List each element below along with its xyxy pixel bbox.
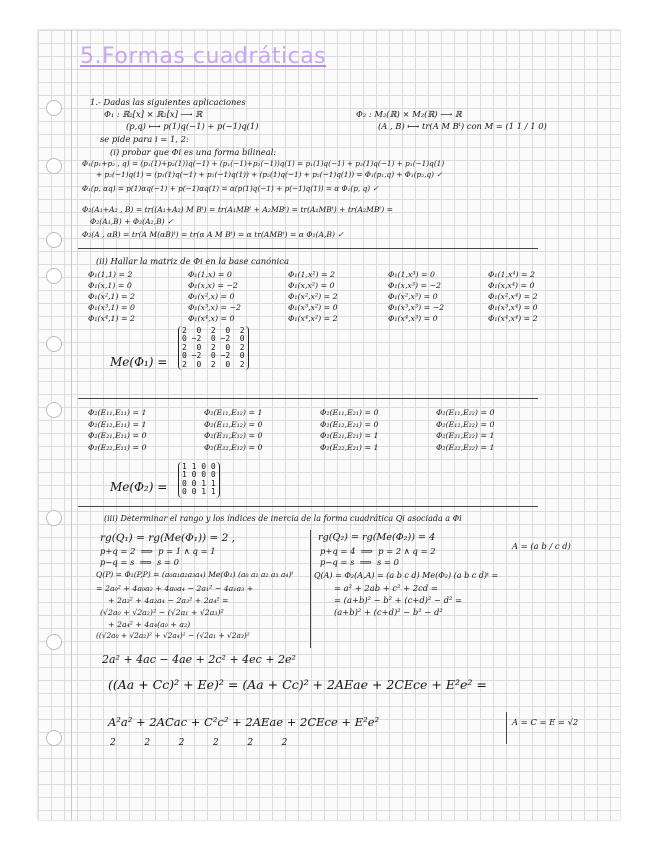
rank-q2: rg(Q₂) = rg(Me(Φ₂)) = 4 [318,532,436,543]
phi-value: Φ₁(x⁴,x³) = 0 [388,314,438,323]
part-iii-left-line: (√2a₀ + √2a₂)² − (√2a₁ + √2a₃)² [100,608,224,617]
page-title: 5.Formas cuadráticas [80,44,327,69]
part-iii-right-line: = (a+b)² − b² + (c+d)² − d² = [334,595,463,605]
divider [78,248,538,249]
part-i-line: Φ₂(A₁,B) + Φ₂(A₂,B) ✓ [90,217,174,226]
phi-value: Φ₂(E₂₁,E₂₁) = 1 [320,431,379,440]
problem-ask: se pide para i = 1, 2: [100,134,189,144]
phi1-mapping: (p,q) ⟼ p(1)q(−1) + p(−1)q(1) [126,121,259,131]
binder-hole [46,232,62,248]
phi-value: Φ₁(1,x³) = 0 [388,270,436,279]
binder-hole [46,100,62,116]
phi-value: Φ₂(E₁₂,E₂₂) = 0 [436,419,495,429]
phi-value: Φ₁(1,x²) = 2 [288,270,336,279]
phi-value: Φ₁(x²,x⁴) = 2 [488,292,538,301]
phi-value: Φ₁(x²,x³) = 0 [388,292,438,301]
problem-intro: 1.- Dadas las siguientes aplicaciones [90,97,246,107]
phi-value: Φ₁(1,x) = 0 [188,270,232,279]
phi-value: Φ₂(E₁₂,E₂₁) = 0 [320,419,379,429]
part-iii-left-line: + 2a₂² + 4a₂a₄ − 2a₃² + 2a₄² = [108,596,229,605]
binder-hole [46,634,62,650]
part-i-line: + p₂(−1)q(1) = (p₁(1)q(−1) + p₁(−1)q(1)) + (p₂(1)q(−1) + p₂(−1)q(1)) = Φ₁(p₁,q) + Φ₁(p₂,q) ✓ [96,170,443,179]
matrix-row: 2 0 2 0 2 [182,326,245,335]
phi-value: Φ₂(E₁₁,E₂₂) = 0 [436,408,495,417]
matrix-a-definition: A = (a b / c d) [512,541,571,551]
part-i-line: Φ₂(A₁+A₂ , B) = tr((A₁+A₂) M Bᵗ) = tr(A₁MBᵗ + A₂MBᵗ) = tr(A₁MBᵗ) + tr(A₂MBᵗ) = [82,205,394,214]
phi-value: Φ₁(x,x) = −2 [188,281,238,290]
matrix-row: 2 0 2 0 2 [182,342,245,352]
phi-value: Φ₁(x,x³) = −2 [388,281,441,290]
phi2-definition: Φ₂ : M₂(ℝ) × M₂(ℝ) ⟶ ℝ [356,109,462,119]
phi-value: Φ₁(x²,1) = 2 [88,292,136,301]
phi-value: Φ₁(x³,x³) = −2 [388,303,445,312]
phi-value: Φ₂(E₂₂,E₁₁) = 0 [88,442,147,452]
phi-value: Φ₂(E₁₂,E₁₂) = 0 [204,419,263,429]
matrix-row: 0 −2 0 −2 0 [182,334,245,344]
phi-value: Φ₁(x³,x⁴) = 0 [488,303,538,312]
phi-value: Φ₁(1,1) = 2 [88,270,133,279]
binder-hole [46,510,62,526]
divider [78,398,538,399]
me2-label: Me(Φ₂) = [110,480,168,494]
phi-value: Φ₂(E₂₂,E₂₁) = 1 [320,442,379,452]
part-iii-right-line: (a+b)² + (c+d)² − b² − d² [334,607,443,617]
part-iii-left-line: Q(P) = Φ₁(P,P) = (a₀a₁a₂a₃a₄) Me(Φ₁) (a₀ a₁ a₂ a₃ a₄)ᵗ [96,570,294,579]
me1-matrix [178,326,249,370]
phi-value: Φ₁(x³,1) = 0 [88,303,136,312]
phi-value: Φ₂(E₂₁,E₁₁) = 0 [88,431,147,440]
part-iii-left-line: p−q = s ⟹ s = 0 [100,557,180,567]
part-i-line: Φ₂(A , αB) = tr(A M(αB)ᵗ) = tr(α A M Bᵗ) = α tr(AMBᵗ) = α Φ₂(A,B) ✓ [82,230,344,239]
phi-value: Φ₁(x³,x²) = 0 [288,303,338,312]
phi-value: Φ₁(x,x⁴) = 0 [488,281,535,290]
part-iii-heading: (iii) Determinar el rango y los índices de inercia de la forma cuadrática Qi asociada a Φi [104,514,462,523]
part-i-line: Φ₁(p, αq) = p(1)αq(−1) + p(−1)αq(1) = α(p(1)q(−1) + p(−1)q(1)) = α Φ₁(p, q) ✓ [82,184,379,193]
expansion-line: A²a² + 2ACac + C²c² + 2AEae + 2CEce + E²e² [108,715,380,729]
phi-value: Φ₁(x,x²) = 0 [288,281,335,290]
phi1-definition: Φ₁ : ℝ₂[x] × ℝ₂[x] ⟶ ℝ [104,109,203,119]
phi2-mapping: (A , B) ⟼ tr(A M Bᵗ) con M = (1 1 / 1 0) [378,121,547,131]
phi-value: Φ₂(E₁₁,E₂₁) = 0 [320,408,379,417]
column-divider [310,530,311,648]
phi-value: Φ₁(x⁴,x⁴) = 2 [488,314,538,323]
margin-line [71,30,72,820]
matrix-row: 0 0 1 1 [182,487,216,497]
matrix-row: 2 0 2 0 2 [182,359,245,369]
expansion-line: ((Aa + Cc)² + Ee)² = (Aa + Cc)² + 2AEae + 2CEce + E²e² = [108,677,487,692]
part-iii-right-line: p+q = 4 ⟹ p = 2 ∧ q = 2 [320,546,436,556]
phi-value: Φ₁(x²,x²) = 2 [288,292,338,301]
matrix-row: 0 −2 0 −2 0 [182,351,245,361]
part-iii-right-line: Q(A) = Φ₂(A,A) = (a b c d) Me(Φ₂) (a b c d)ᵗ = [314,571,499,580]
part-ii-heading: (ii) Hallar la matriz de Φi en la base canónica [96,256,289,266]
matrix-row: 1 1 0 0 [182,462,216,471]
phi-value: Φ₁(x⁴,1) = 2 [88,314,136,323]
phi-value: Φ₂(E₂₂,E₁₂) = 0 [204,442,263,452]
coefficient-row: 2 2 2 2 2 2 [110,738,288,748]
divider [78,506,538,507]
binder-hole [46,268,62,284]
coefficient-result: A = C = E = √2 [512,717,579,727]
phi-value: Φ₂(E₁₁,E₁₁) = 1 [88,408,147,417]
phi-value: Φ₁(x²,x) = 0 [188,292,235,301]
phi-value: Φ₂(E₂₁,E₁₂) = 0 [204,431,263,440]
binder-hole [46,402,62,418]
phi-value: Φ₁(x⁴,x) = 0 [188,314,235,323]
binder-hole [46,730,62,746]
part-iii-right-line: p−q = s ⟹ s = 0 [320,557,400,567]
part-i-heading: (i) probar que Φi es una forma bilineal: [110,147,277,157]
phi-value: Φ₂(E₁₂,E₁₁) = 1 [88,419,147,429]
binder-hole [46,158,62,174]
phi-value: Φ₁(1,x⁴) = 2 [488,270,536,279]
part-iii-left-line: ((√2a₀ + √2a₂)² + √2a₄)² − (√2a₁ + √2a₃)² [96,631,250,640]
me2-matrix [178,462,220,498]
rank-q1: rg(Q₁) = rg(Me(Φ₁)) = 2 , [100,532,235,544]
phi-value: Φ₁(x,1) = 0 [88,281,132,290]
phi-value: Φ₁(x³,x) = −2 [188,303,241,312]
expansion-line: 2a² + 4ac − 4ae + 2c² + 4ec + 2e² [102,653,296,666]
part-iii-left-line: p+q = 2 ⟹ p = 1 ∧ q = 1 [100,546,216,556]
result-divider [506,712,507,744]
phi-value: Φ₂(E₁₁,E₁₂) = 1 [204,408,263,417]
matrix-row: 0 0 1 1 [182,478,216,488]
part-iii-left-line: = 2a₀² + 4a₀a₂ + 4a₀a₄ − 2a₁² − 4a₁a₃ + [96,584,254,593]
notebook-page [38,30,620,820]
binder-hole [46,336,62,352]
part-iii-right-line: = a² + 2ab + c² + 2cd = [334,583,438,593]
matrix-row: 1 0 0 0 [182,470,216,480]
phi-value: Φ₂(E₂₂,E₂₂) = 1 [436,442,495,452]
part-i-line: Φ₁(p₁+p₂ , q) = (p₁(1)+p₂(1))q(−1) + (p₁(−1)+p₂(−1))q(1) = p₁(1)q(−1) + p₂(1)q(−1) + p₁(−1)q(1) [82,159,445,168]
me1-label: Me(Φ₁) = [110,355,168,369]
phi-value: Φ₁(x⁴,x²) = 2 [288,314,338,323]
part-iii-left-line: + 2a₄² + 4a₄(a₀ + a₂) [108,620,191,629]
phi-value: Φ₂(E₂₁,E₂₂) = 1 [436,431,495,440]
